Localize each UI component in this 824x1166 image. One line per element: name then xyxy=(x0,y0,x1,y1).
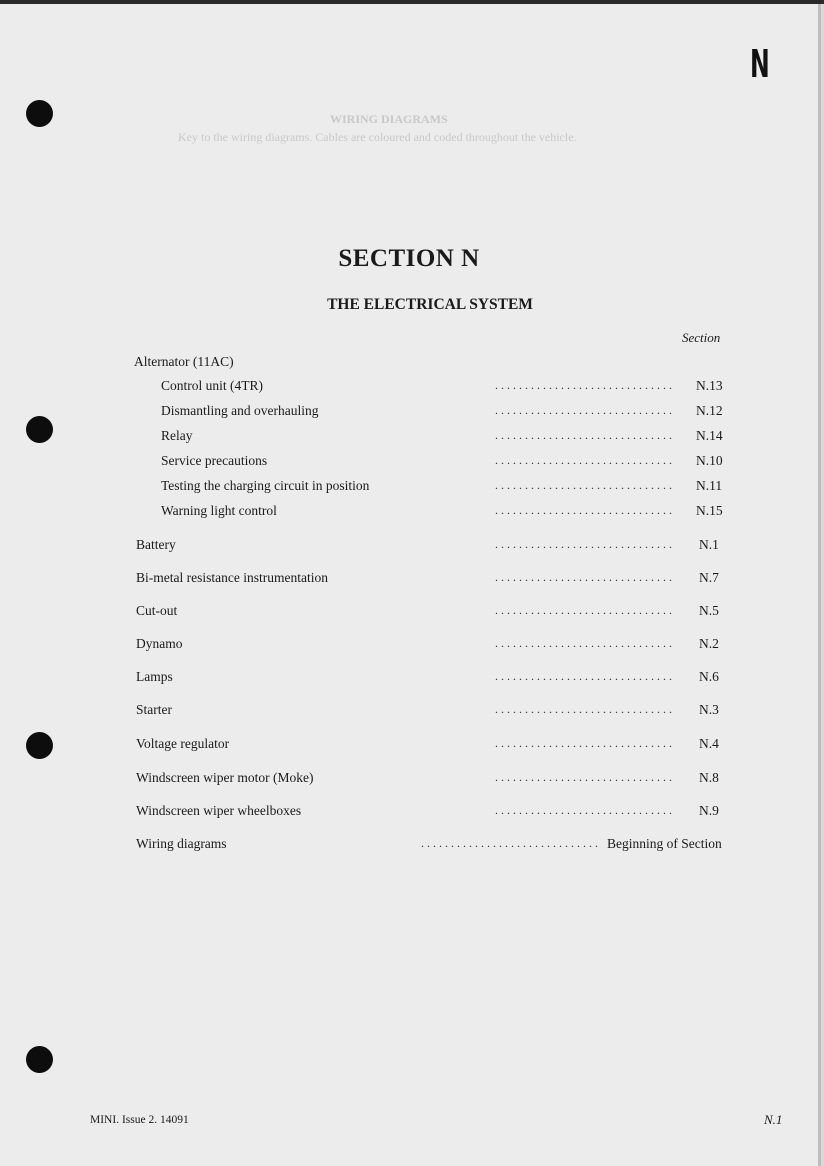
column-header: Section xyxy=(682,330,721,345)
toc-entry-ref: N.2 xyxy=(699,636,719,651)
toc-entry-ref: N.1 xyxy=(699,537,719,552)
dot-leader: . . . . . . . . . . . . . . . . . . . . . . . . . . . . . . xyxy=(495,453,672,467)
toc-entry-ref: N.4 xyxy=(699,736,719,751)
bleed-through-text: WIRING DIAGRAMS xyxy=(330,112,448,126)
section-subtitle: THE ELECTRICAL SYSTEM xyxy=(327,296,533,313)
toc-entry-ref: N.9 xyxy=(699,803,719,818)
toc-entry-label: Windscreen wiper wheelboxes xyxy=(136,803,302,818)
toc-entry-label: Cut-out xyxy=(136,603,178,618)
toc-entry-label: Starter xyxy=(136,702,172,717)
footer-page-number: N.1 xyxy=(764,1112,783,1127)
section-title: SECTION N xyxy=(338,245,480,272)
toc-entry-label: Voltage regulator xyxy=(136,736,230,751)
toc-entry-label: Lamps xyxy=(136,669,173,684)
toc-entry-label: Dismantling and overhauling xyxy=(161,403,319,418)
footer-issue: MINI. Issue 2. 14091 xyxy=(90,1114,189,1126)
toc-entry-ref: N.11 xyxy=(696,478,723,493)
toc-entry-label: Relay xyxy=(161,428,193,443)
toc-entry-label: Wiring diagrams xyxy=(136,836,227,851)
dot-leader: . . . . . . . . . . . . . . . . . . . . . . . . . . . . . . xyxy=(495,803,672,817)
toc-entry-ref: N.15 xyxy=(696,503,723,518)
toc-entry-ref: N.14 xyxy=(696,428,723,443)
toc-entry-label: Dynamo xyxy=(136,636,183,651)
toc-entry-ref: N.8 xyxy=(699,770,719,785)
toc-group-label: Alternator (11AC) xyxy=(134,354,234,369)
dot-leader: . . . . . . . . . . . . . . . . . . . . . . . . . . . . . . xyxy=(495,603,672,617)
toc-entry-ref: N.5 xyxy=(699,603,719,618)
toc-entry-label: Windscreen wiper motor (Moke) xyxy=(136,770,314,785)
dot-leader: . . . . . . . . . . . . . . . . . . . . . . . . . . . . . . xyxy=(495,428,672,442)
dot-leader: . . . . . . . . . . . . . . . . . . . . . . . . . . . . . . xyxy=(495,503,672,517)
toc-entry-label: Battery xyxy=(136,537,176,552)
dot-leader: . . . . . . . . . . . . . . . . . . . . . . . . . . . . . . xyxy=(421,836,598,850)
dot-leader: . . . . . . . . . . . . . . . . . . . . . . . . . . . . . . xyxy=(495,702,672,716)
toc-entry-ref: N.7 xyxy=(699,570,719,585)
dot-leader: . . . . . . . . . . . . . . . . . . . . . . . . . . . . . . xyxy=(495,378,672,392)
toc-entry-label: Warning light control xyxy=(161,503,277,518)
dot-leader: . . . . . . . . . . . . . . . . . . . . . . . . . . . . . . xyxy=(495,537,672,551)
dot-leader: . . . . . . . . . . . . . . . . . . . . . . . . . . . . . . xyxy=(495,636,672,650)
toc-entry-ref: N.10 xyxy=(696,453,723,468)
toc-entry-label: Service precautions xyxy=(161,453,268,468)
dot-leader: . . . . . . . . . . . . . . . . . . . . . . . . . . . . . . xyxy=(495,570,672,584)
dot-leader: . . . . . . . . . . . . . . . . . . . . . . . . . . . . . . xyxy=(495,736,672,750)
toc-entry-ref: N.13 xyxy=(696,378,723,393)
toc-entry-label: Testing the charging circuit in position xyxy=(161,478,370,493)
dot-leader: . . . . . . . . . . . . . . . . . . . . . . . . . . . . . . xyxy=(495,770,672,784)
dot-leader: . . . . . . . . . . . . . . . . . . . . . . . . . . . . . . xyxy=(495,478,672,492)
toc-entry-ref: N.12 xyxy=(696,403,723,418)
toc-entry-label: Bi-metal resistance instrumentation xyxy=(136,570,328,585)
bleed-through-text: Key to the wiring diagrams. Cables are coloured and coded throughout the vehicle. xyxy=(178,130,577,144)
dot-leader: . . . . . . . . . . . . . . . . . . . . . . . . . . . . . . xyxy=(495,403,672,417)
toc-entry-label: Control unit (4TR) xyxy=(161,378,263,393)
toc-entry-ref: Beginning of Section xyxy=(607,836,722,851)
dot-leader: . . . . . . . . . . . . . . . . . . . . . . . . . . . . . . xyxy=(495,669,672,683)
section-tab-letter: N xyxy=(750,42,770,86)
toc-entry-ref: N.6 xyxy=(699,669,719,684)
toc-entry-ref: N.3 xyxy=(699,702,719,717)
